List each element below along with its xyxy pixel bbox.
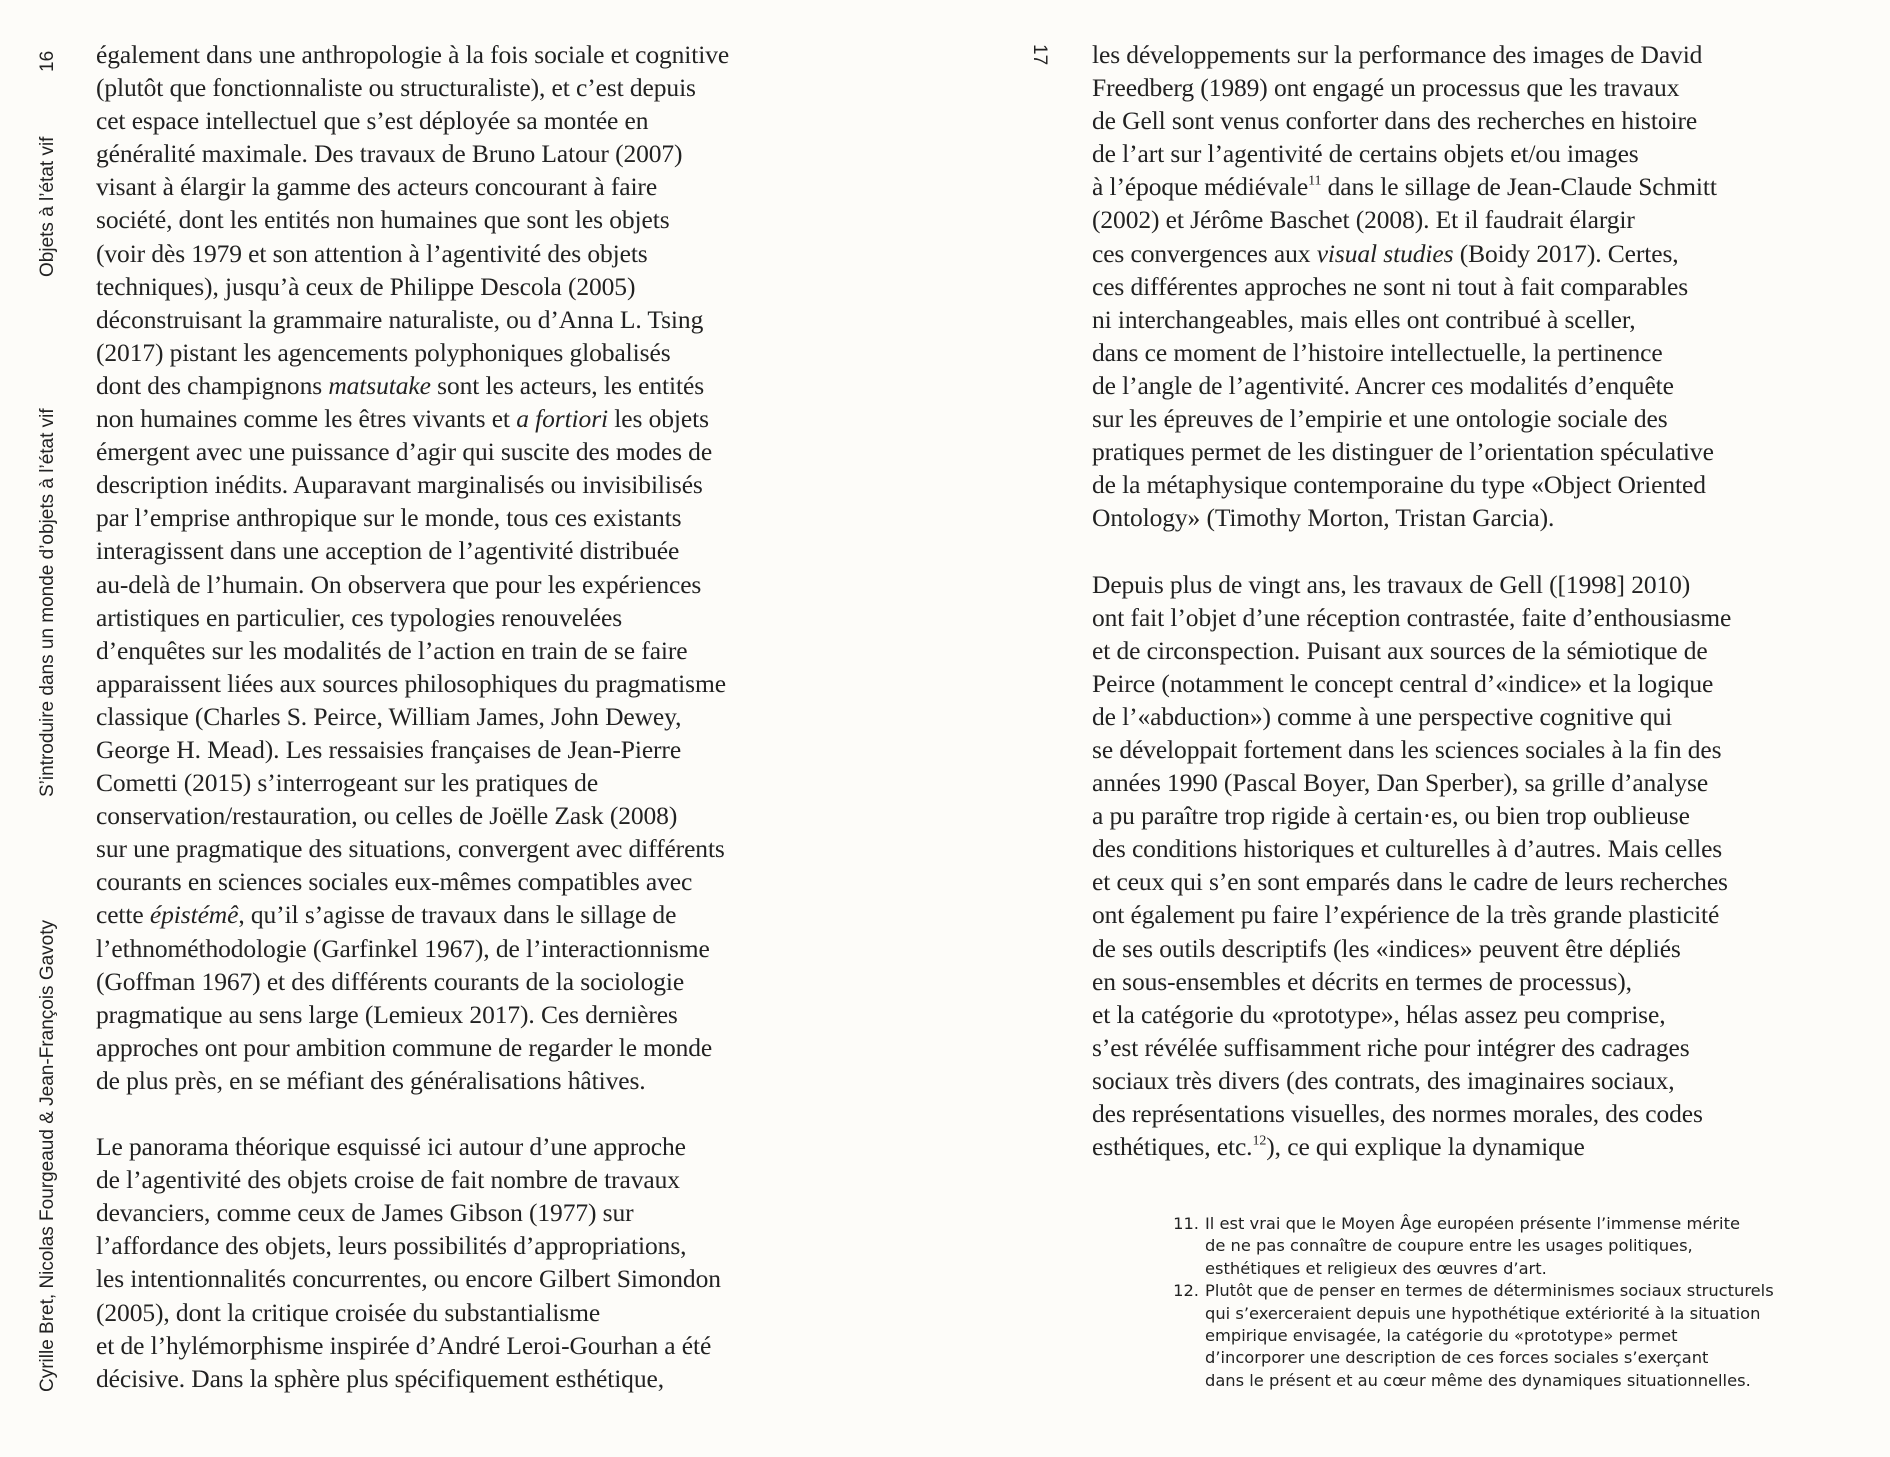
text-line: les développements sur la performance des images de David [1092,40,1703,69]
footnote-line: empirique envisagée, la catégorie du «prototype» permet [1205,1326,1678,1346]
footnote-number: 11. [1173,1214,1199,1233]
text-line: techniques), jusqu’à ceux de Philippe Descola (2005) [96,271,636,301]
text-line: généralité maximale. Des travaux de Bruno Latour (2007) [96,139,683,169]
text-line: les intentionnalités concurrentes, ou encore Gilbert Simondon [96,1264,721,1294]
text-line: de l’art sur l’agentivité de certains objets et/ou images [1092,139,1639,169]
text-line: des conditions historiques et culturelles à d’autres. Mais celles [1092,834,1723,864]
text-line: (2002) et Jérôme Baschet (2008). Et il faudrait élargir [1092,205,1635,235]
text-line: s’est révélée suffisamment riche pour intégrer des cadrages [1092,1032,1690,1062]
text-line: a pu paraître trop rigide à certain·es, ou bien trop oublieuse [1092,801,1690,831]
text-line: décisive. Dans la sphère plus spécifiquement esthétique, [96,1363,664,1393]
left-body-text [96,38,836,1395]
text-line: esthétiques, etc.$^{12}$), ce qui explique la dynamique [1092,1132,1585,1162]
italic-term: épistémê [149,900,239,930]
text-line: de plus près, en se méfiant des généralisations hâtives. [96,1065,646,1095]
text-line: Le panorama théorique esquissé ici autour d’une approche [96,1132,686,1162]
text-line: sociaux très divers (des contrats, des imaginaires sociaux, [1092,1065,1675,1095]
text-line: de la métaphysique contemporaine du type «Object Oriented [1092,470,1706,500]
running-head-chapter-title: S’introduire dans un monde d’objets à l’état vif [37,408,58,797]
text-line: (Goffman 1967) et des différents courants de la sociologie [96,966,685,996]
text-line: l’affordance des objets, leurs possibilités d’appropriations, [96,1231,687,1261]
text-line: conservation/restauration, ou celles de Joëlle Zask (2008) [96,801,678,831]
text-line: (plutôt que fonctionnaliste ou structuraliste), et c’est depuis [96,73,696,103]
footnote [1165,1280,1805,1392]
footnote-reference[interactable]: 12 [1252,1133,1267,1149]
text-line: de l’«abduction») comme à une perspective cognitive qui [1092,701,1673,731]
text-line: apparaissent liées aux sources philosophiques du pragmatisme [96,668,726,698]
footnote-line: esthétiques et religieux des œuvres d’art. [1205,1258,1547,1278]
footnote-number: 12. [1173,1281,1199,1301]
text-line: interagissent dans une acception de l’agentivité distribuée [96,536,680,566]
text-line: et de circonspection. Puisant aux sources de la sémiotique de [1092,635,1708,665]
footnote-line: de ne pas connaître de coupure entre les usages politiques, [1205,1236,1693,1256]
paragraph-gap [96,1097,836,1130]
text-line: années 1990 (Pascal Boyer, Dan Sperber), sa grille d’analyse [1092,768,1709,798]
footnotes [1165,1213,1805,1392]
footnote-reference[interactable]: 11 [1308,173,1322,189]
italic-term: a fortiori [516,404,608,434]
text-line: de l’angle de l’agentivité. Ancrer ces modalités d’enquête [1092,370,1674,400]
text-line: (voir dès 1979 et son attention à l’agentivité des objets [96,238,648,268]
text-line: dont des champignons matsutake sont les acteurs, les entités [96,370,705,400]
text-line: dans ce moment de l’histoire intellectuelle, la pertinence [1092,337,1663,367]
text-line: artistiques en particulier, ces typologies renouvelées [96,602,623,632]
paragraph-gap [1092,534,1852,567]
text-line: ces différentes approches ne sont ni tout à fait comparables [1092,271,1689,301]
text-line: ont fait l’objet d’une réception contrastée, faite d’enthousiasme [1092,602,1732,632]
text-line: cet espace intellectuel que s’est déployée sa montée en [96,106,649,136]
text-line: l’ethnométhodologie (Garfinkel 1967), de l’interactionnisme [96,933,710,963]
text-line: ces convergences aux visual studies (Boidy 2017). Certes, [1092,238,1679,268]
text-line: et ceux qui s’en sont emparés dans le cadre de leurs recherches [1092,867,1728,897]
text-line: en sous-ensembles et décrits en termes de processus), [1092,966,1632,996]
text-line: émergent avec une puissance d’agir qui suscite des modes de [96,437,713,467]
text-line: cette épistémê, qu’il s’agisse de travaux dans le sillage de [96,900,677,930]
footnote-line: dans le présent et au cœur même des dynamiques situationnelles. [1205,1370,1751,1390]
text-line: courants en sciences sociales eux-mêmes compatibles avec [96,867,693,897]
text-line: de ses outils descriptifs (les «indices» peuvent être dépliés [1092,933,1681,963]
text-line: description inédits. Auparavant marginalisés ou invisibilisés [96,470,703,500]
footnote-line: Plutôt que de penser en termes de déterminismes sociaux structurels [1205,1281,1774,1301]
footnote [1165,1213,1805,1280]
text-line: et de l’hylémorphisme inspirée d’André Leroi-Gourhan a été [96,1330,712,1360]
text-line: pratiques permet de les distinguer de l’orientation spéculative [1092,437,1714,467]
text-line: George H. Mead). Les ressaisies françaises de Jean-Pierre [96,734,682,764]
text-line: et la catégorie du «prototype», hélas assez peu comprise, [1092,999,1666,1029]
right-body-text [1092,38,1852,1163]
text-line: par l’emprise anthropique sur le monde, tous ces existants [96,503,682,533]
text-line: visant à élargir la gamme des acteurs concourant à faire [96,172,658,202]
text-line: Depuis plus de vingt ans, les travaux de Gell ([1998] 2010) [1092,569,1691,599]
text-line: sur une pragmatique des situations, convergent avec différents [96,834,725,864]
text-line: approches ont pour ambition commune de regarder le monde [96,1032,713,1062]
page-number-right: 17 [1029,44,1050,66]
text-line: de Gell sont venus conforter dans des recherches en histoire [1092,106,1698,136]
italic-term: visual studies [1316,238,1454,268]
text-line: ont également pu faire l’expérience de la très grande plasticité [1092,900,1720,930]
text-line: Ontology» (Timothy Morton, Tristan Garcia). [1092,503,1555,533]
running-head-book-title: Objets à l’état vif [37,136,58,277]
text-line: se développait fortement dans les sciences sociales à la fin des [1092,734,1722,764]
footnote-line: d’incorporer une description de ces forces sociales s’exerçant [1205,1348,1709,1368]
text-line: Freedberg (1989) ont engagé un processus que les travaux [1092,73,1680,103]
right-page [945,0,1890,1457]
footnote-line: qui s’exerceraient depuis une hypothétique extériorité à la situation [1205,1303,1761,1323]
text-line: d’enquêtes sur les modalités de l’action en train de se faire [96,635,688,665]
text-line: des représentations visuelles, des normes morales, des codes [1092,1099,1703,1128]
text-line: classique (Charles S. Peirce, William James, John Dewey, [96,701,682,731]
page-number-left: 16 [37,50,58,72]
text-line: devanciers, comme ceux de James Gibson (1977) sur [96,1198,634,1228]
text-line: sur les épreuves de l’empirie et une ontologie sociale des [1092,404,1668,434]
text-line: déconstruisant la grammaire naturaliste, ou d’Anna L. Tsing [96,304,704,334]
text-line: société, dont les entités non humaines que sont les objets [96,205,670,235]
text-line: (2017) pistant les agencements polyphoniques globalisés [96,337,671,367]
text-line: Peirce (notamment le concept central d’«indice» et la logique [1092,668,1714,698]
italic-term: matsutake [328,370,431,400]
text-line: ni interchangeables, mais elles ont contribué à sceller, [1092,304,1636,334]
footnote-line: Il est vrai que le Moyen Âge européen présente l’immense mérite [1205,1214,1740,1233]
text-line: non humaines comme les êtres vivants et a fortiori les objets [96,404,709,434]
text-line: au-delà de l’humain. On observera que pour les expériences [96,569,702,599]
running-head-authors: Cyrille Bret, Nicolas Fourgeaud & Jean-François Gavoty [37,919,58,1392]
text-line: à l’époque médiévale$^{11}$ dans le sillage de Jean-Claude Schmitt [1092,172,1717,202]
text-line: de l’agentivité des objets croise de fait nombre de travaux [96,1165,680,1195]
text-line: Cometti (2015) s’interrogeant sur les pratiques de [96,768,599,798]
text-line: (2005), dont la critique croisée du substantialisme [96,1297,601,1327]
text-line: pragmatique au sens large (Lemieux 2017). Ces dernières [96,999,678,1029]
text-line: également dans une anthropologie à la fois sociale et cognitive [96,40,730,69]
